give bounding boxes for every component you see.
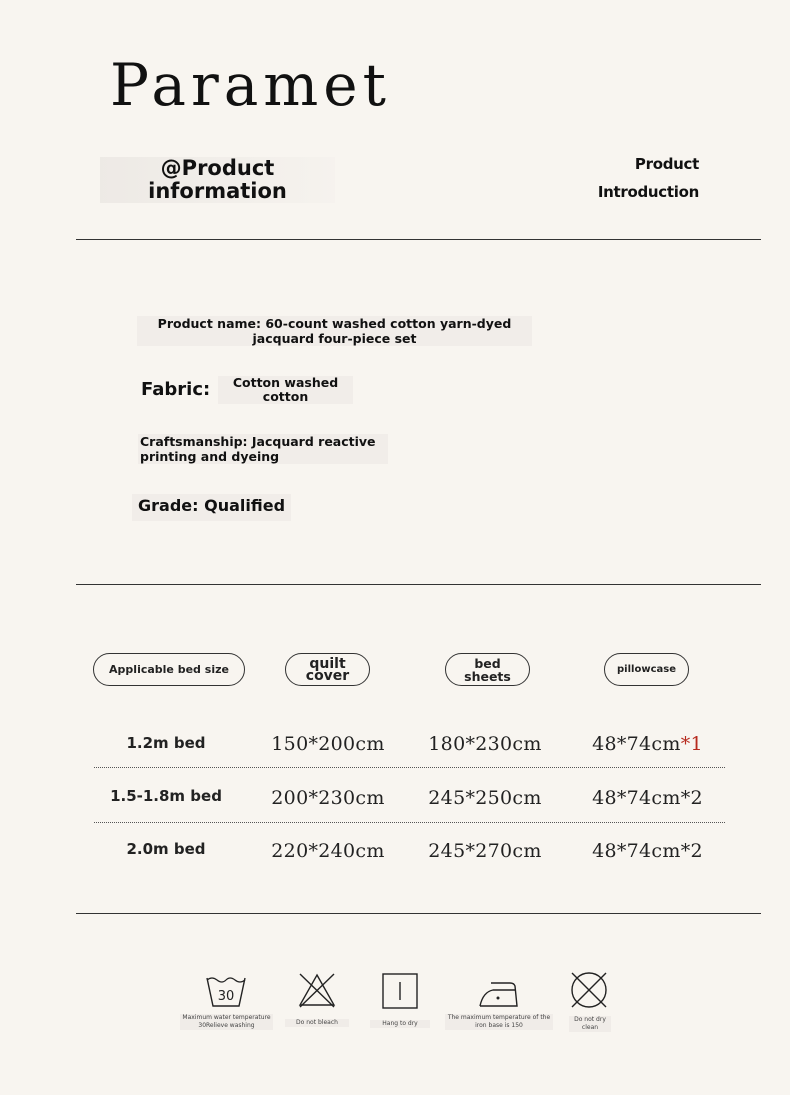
hang-dry-icon bbox=[381, 972, 419, 1010]
header-bed-size: Applicable bed size bbox=[93, 653, 245, 686]
product-introduction-label bbox=[598, 150, 699, 206]
row-pillow-size bbox=[575, 733, 720, 755]
row-bed-size: 1.2m bed bbox=[126, 734, 206, 752]
header-bed-sheets: bed sheets bbox=[445, 653, 530, 686]
row-divider bbox=[94, 822, 725, 823]
pillow-qty: *1 bbox=[680, 733, 703, 755]
pillow-qty: *2 bbox=[680, 840, 703, 862]
pillow-size: 48*74cm bbox=[592, 733, 681, 755]
no-bleach-icon bbox=[297, 972, 337, 1008]
intro-line-1: Product bbox=[634, 155, 699, 173]
row-sheet-size: 180*230cm bbox=[428, 733, 542, 755]
pillow-size: 48*74cm bbox=[592, 787, 681, 809]
craftsmanship: Craftsmanship: Jacquard reactive printing and dyeing bbox=[138, 434, 388, 464]
pillow-qty: *2 bbox=[680, 787, 703, 809]
row-quilt-size: 200*230cm bbox=[271, 787, 385, 809]
care-caption: Do not bleach bbox=[285, 1019, 349, 1027]
intro-line-2: Introduction bbox=[597, 183, 699, 201]
page-title: Paramet bbox=[110, 51, 391, 119]
care-caption: Hang to dry bbox=[370, 1020, 430, 1028]
pillow-size: 48*74cm bbox=[592, 840, 681, 862]
care-caption: The maximum temperature of the iron base is 150 bbox=[445, 1014, 553, 1030]
row-quilt-size: 150*200cm bbox=[271, 733, 385, 755]
care-caption: Maximum water temperature 30Relieve washing bbox=[180, 1014, 273, 1030]
fabric-value: Cotton washed cotton bbox=[218, 376, 353, 404]
wash-temperature: 30 bbox=[217, 989, 235, 1004]
iron-icon bbox=[477, 980, 519, 1008]
row-bed-size: 1.5-1.8m bed bbox=[110, 787, 222, 805]
row-divider bbox=[94, 767, 725, 768]
header-quilt-cover: quilt cover bbox=[285, 653, 370, 686]
wash-30-icon bbox=[205, 974, 247, 1008]
row-pillow-size bbox=[575, 840, 720, 862]
row-sheet-size: 245*250cm bbox=[428, 787, 542, 809]
header-pillowcase: pillowcase bbox=[604, 653, 689, 686]
row-pillow-size bbox=[575, 787, 720, 809]
product-name: Product name: 60-count washed cotton yarn-dyed jacquard four-piece set bbox=[137, 316, 532, 346]
no-dry-clean-icon bbox=[569, 970, 609, 1010]
product-information-heading: @Product information bbox=[100, 157, 335, 203]
row-quilt-size: 220*240cm bbox=[271, 840, 385, 862]
row-bed-size: 2.0m bed bbox=[126, 840, 206, 858]
divider bbox=[76, 913, 761, 914]
grade: Grade: Qualified bbox=[132, 494, 291, 521]
care-caption: Do not dry clean bbox=[569, 1016, 611, 1032]
divider bbox=[76, 239, 761, 240]
divider bbox=[76, 584, 761, 585]
row-sheet-size: 245*270cm bbox=[428, 840, 542, 862]
fabric-label: Fabric: bbox=[141, 379, 211, 400]
